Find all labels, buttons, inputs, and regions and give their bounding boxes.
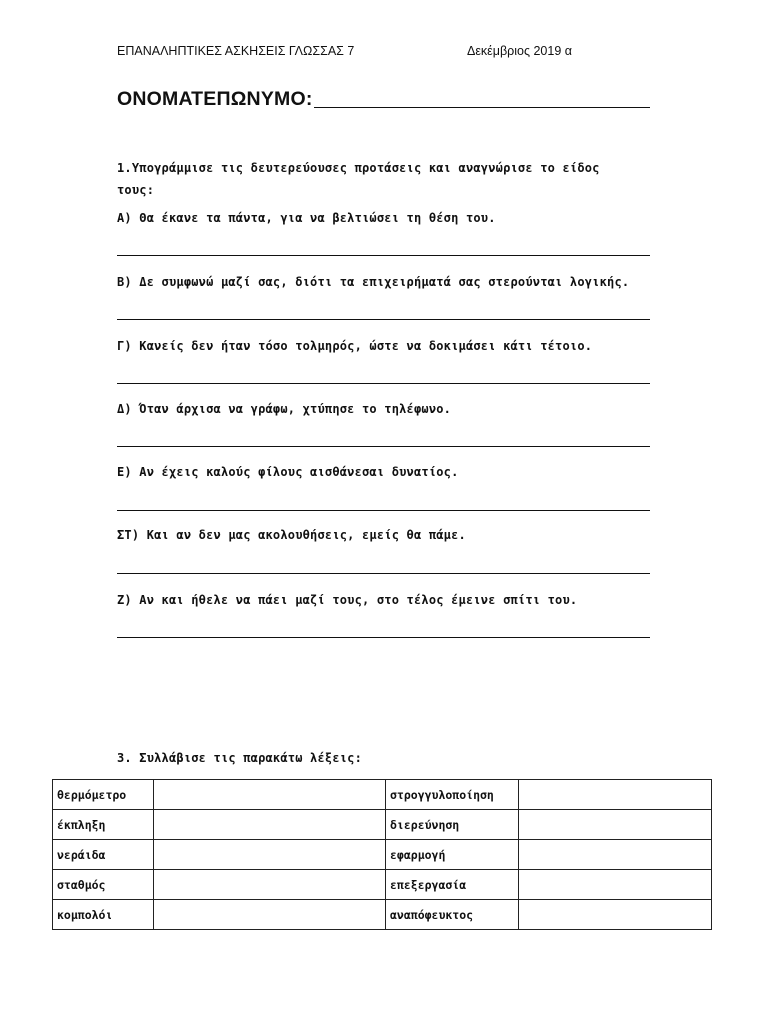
answer-cell[interactable] bbox=[154, 900, 386, 930]
exercise3-instruction: 3. Συλλάβισε τις παρακάτω λέξεις: bbox=[117, 751, 363, 765]
word-cell: διερεύνηση bbox=[386, 810, 519, 840]
sentence-c: Γ) Κανείς δεν ήταν τόσο τολμηρός, ώστε να δοκιμάσει κάτι τέτοιο. bbox=[117, 339, 593, 353]
sentence-z: Ζ) Αν και ήθελε να πάει μαζί τους, στο τέλος έμεινε σπίτι του. bbox=[117, 593, 578, 607]
answer-line-e[interactable] bbox=[117, 510, 650, 511]
word-cell: στρογγυλοποίηση bbox=[386, 780, 519, 810]
answer-cell[interactable] bbox=[519, 870, 712, 900]
word-cell: έκπληξη bbox=[53, 810, 154, 840]
answer-line-z[interactable] bbox=[117, 637, 650, 638]
answer-line-d[interactable] bbox=[117, 446, 650, 447]
table-row bbox=[53, 810, 712, 840]
name-label: ΟΝΟΜΑΤΕΠΩΝΥΜΟ: bbox=[117, 88, 313, 110]
sentence-st: ΣΤ) Και αν δεν μας ακολουθήσεις, εμείς θα πάμε. bbox=[117, 528, 466, 542]
table-row bbox=[53, 900, 712, 930]
name-underline[interactable] bbox=[314, 107, 650, 108]
word-cell: κομπολόι bbox=[53, 900, 154, 930]
header-date: Δεκέμβριος 2019 α bbox=[467, 44, 572, 58]
exercise1-instruction: 1.Υπογράμμισε τις δευτερεύουσες προτάσεις και αναγνώρισε το είδος τους: bbox=[117, 161, 600, 197]
sentence-e: Ε) Αν έχεις καλούς φίλους αισθάνεσαι δυνατίος. bbox=[117, 465, 459, 479]
table-row bbox=[53, 780, 712, 810]
word-cell: επεξεργασία bbox=[386, 870, 519, 900]
word-cell: σταθμός bbox=[53, 870, 154, 900]
answer-cell[interactable] bbox=[519, 780, 712, 810]
word-cell: νεράιδα bbox=[53, 840, 154, 870]
sentence-b: Β) Δε συμφωνώ μαζί σας, διότι τα επιχειρήματά σας στερούνται λογικής. bbox=[117, 275, 630, 289]
table-row bbox=[53, 840, 712, 870]
answer-cell[interactable] bbox=[519, 810, 712, 840]
answer-cell[interactable] bbox=[154, 780, 386, 810]
sentence-a: Α) Θα έκανε τα πάντα, για να βελτιώσει τη θέση του. bbox=[117, 211, 496, 225]
answer-line-a[interactable] bbox=[117, 255, 650, 256]
sentence-d: Δ) Όταν άρχισα να γράφω, χτύπησε το τηλέφωνο. bbox=[117, 402, 452, 416]
word-cell: εφαρμογή bbox=[386, 840, 519, 870]
answer-line-b[interactable] bbox=[117, 319, 650, 320]
table-row bbox=[53, 870, 712, 900]
header-title: ΕΠΑΝΑΛΗΠΤΙΚΕΣ ΑΣΚΗΣΕΙΣ ΓΛΩΣΣΑΣ 7 bbox=[117, 44, 355, 58]
answer-cell[interactable] bbox=[519, 840, 712, 870]
syllabification-table bbox=[52, 779, 712, 930]
answer-cell[interactable] bbox=[154, 840, 386, 870]
answer-cell[interactable] bbox=[519, 900, 712, 930]
word-cell: θερμόμετρο bbox=[53, 780, 154, 810]
word-cell: αναπόφευκτος bbox=[386, 900, 519, 930]
answer-cell[interactable] bbox=[154, 870, 386, 900]
answer-line-c[interactable] bbox=[117, 383, 650, 384]
answer-cell[interactable] bbox=[154, 810, 386, 840]
answer-line-st[interactable] bbox=[117, 573, 650, 574]
